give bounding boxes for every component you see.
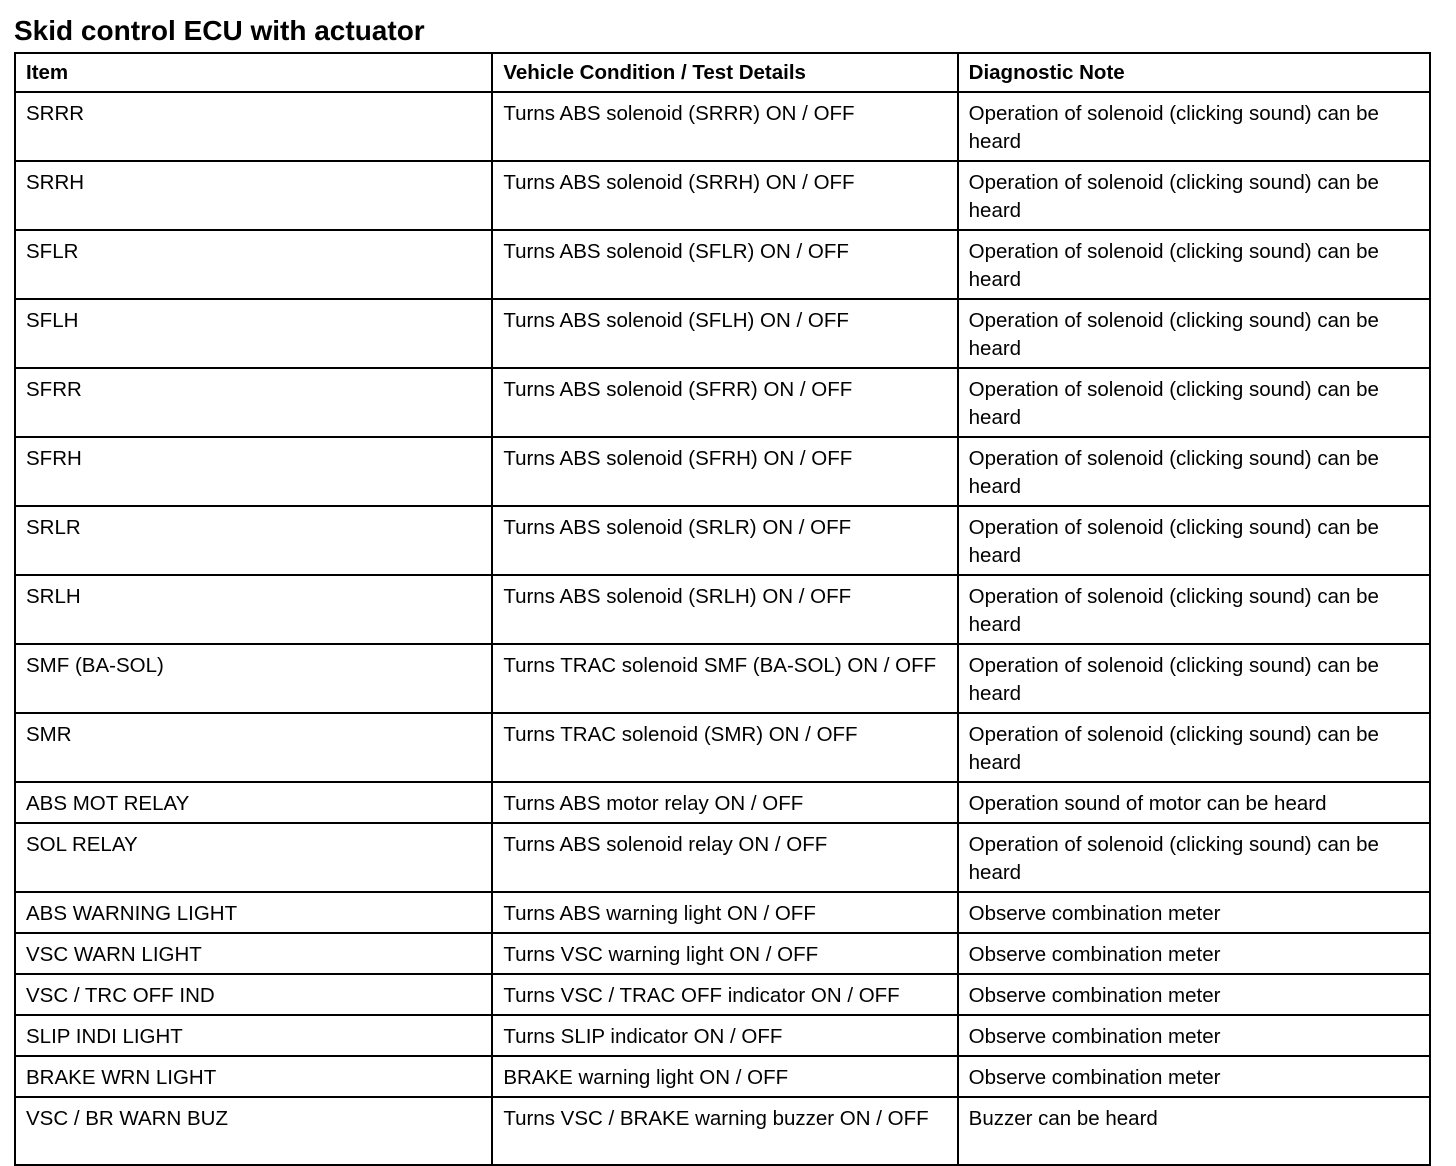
table-row: [15, 892, 1430, 933]
table-row: [15, 368, 1430, 437]
table-row: [15, 575, 1430, 644]
table-row: [15, 644, 1430, 713]
header-item: Item: [15, 53, 492, 92]
diagnostic-note-cell: Observe combination meter: [958, 1056, 1430, 1097]
diagnostic-note-cell: Operation of solenoid (clicking sound) can be heard: [958, 644, 1430, 713]
diagnostic-note-cell: Observe combination meter: [958, 892, 1430, 933]
header-diagnostic-note: Diagnostic Note: [958, 53, 1430, 92]
item-cell: SFLH: [15, 299, 492, 368]
diagnostic-note-cell: Operation of solenoid (clicking sound) can be heard: [958, 437, 1430, 506]
item-cell: SMF (BA-SOL): [15, 644, 492, 713]
item-cell: ABS MOT RELAY: [15, 782, 492, 823]
item-cell: SRLH: [15, 575, 492, 644]
header-vehicle-condition: Vehicle Condition / Test Details: [492, 53, 957, 92]
table-row: [15, 933, 1430, 974]
vehicle-condition-cell: Turns ABS solenoid (SFRH) ON / OFF: [492, 437, 957, 506]
table-row: [15, 437, 1430, 506]
vehicle-condition-cell: Turns ABS solenoid (SRRR) ON / OFF: [492, 92, 957, 161]
diagnostic-note-cell: Operation of solenoid (clicking sound) can be heard: [958, 575, 1430, 644]
vehicle-condition-cell: Turns ABS motor relay ON / OFF: [492, 782, 957, 823]
table-row: [15, 1056, 1430, 1097]
table-row: [15, 823, 1430, 892]
vehicle-condition-cell: Turns TRAC solenoid SMF (BA-SOL) ON / OFF: [492, 644, 957, 713]
item-cell: VSC WARN LIGHT: [15, 933, 492, 974]
table-row: [15, 506, 1430, 575]
vehicle-condition-cell: Turns ABS warning light ON / OFF: [492, 892, 957, 933]
vehicle-condition-cell: Turns TRAC solenoid (SMR) ON / OFF: [492, 713, 957, 782]
table-row: [15, 230, 1430, 299]
vehicle-condition-cell: Turns VSC warning light ON / OFF: [492, 933, 957, 974]
table-row: [15, 299, 1430, 368]
table-header-row: [15, 53, 1430, 92]
diagnostic-note-cell: Buzzer can be heard: [958, 1097, 1430, 1165]
item-cell: SFRH: [15, 437, 492, 506]
item-cell: ABS WARNING LIGHT: [15, 892, 492, 933]
table-row: [15, 1097, 1430, 1165]
table-row: [15, 974, 1430, 1015]
item-cell: SFLR: [15, 230, 492, 299]
vehicle-condition-cell: Turns VSC / BRAKE warning buzzer ON / OFF: [492, 1097, 957, 1165]
diagnostic-note-cell: Observe combination meter: [958, 933, 1430, 974]
table-row: [15, 161, 1430, 230]
table-row: [15, 1015, 1430, 1056]
vehicle-condition-cell: Turns ABS solenoid (SFLR) ON / OFF: [492, 230, 957, 299]
vehicle-condition-cell: Turns ABS solenoid relay ON / OFF: [492, 823, 957, 892]
vehicle-condition-cell: Turns ABS solenoid (SRRH) ON / OFF: [492, 161, 957, 230]
item-cell: SRLR: [15, 506, 492, 575]
diagnostic-note-cell: Operation of solenoid (clicking sound) can be heard: [958, 161, 1430, 230]
diagnostic-note-cell: Operation of solenoid (clicking sound) can be heard: [958, 506, 1430, 575]
vehicle-condition-cell: Turns ABS solenoid (SRLR) ON / OFF: [492, 506, 957, 575]
vehicle-condition-cell: Turns ABS solenoid (SFLH) ON / OFF: [492, 299, 957, 368]
vehicle-condition-cell: BRAKE warning light ON / OFF: [492, 1056, 957, 1097]
item-cell: SRRH: [15, 161, 492, 230]
diagnostic-note-cell: Operation of solenoid (clicking sound) can be heard: [958, 823, 1430, 892]
diagnostic-note-cell: Operation of solenoid (clicking sound) can be heard: [958, 230, 1430, 299]
item-cell: SRRR: [15, 92, 492, 161]
page-title: Skid control ECU with actuator: [14, 15, 425, 46]
item-cell: SFRR: [15, 368, 492, 437]
item-cell: SOL RELAY: [15, 823, 492, 892]
item-cell: VSC / TRC OFF IND: [15, 974, 492, 1015]
item-cell: BRAKE WRN LIGHT: [15, 1056, 492, 1097]
table-row: [15, 92, 1430, 161]
diagnostic-note-cell: Operation of solenoid (clicking sound) can be heard: [958, 368, 1430, 437]
item-cell: VSC / BR WARN BUZ: [15, 1097, 492, 1165]
vehicle-condition-cell: Turns ABS solenoid (SFRR) ON / OFF: [492, 368, 957, 437]
vehicle-condition-cell: Turns SLIP indicator ON / OFF: [492, 1015, 957, 1056]
diagnostic-note-cell: Operation of solenoid (clicking sound) can be heard: [958, 299, 1430, 368]
actuator-test-table: [14, 52, 1431, 1166]
vehicle-condition-cell: Turns ABS solenoid (SRLH) ON / OFF: [492, 575, 957, 644]
table-row: [15, 782, 1430, 823]
item-cell: SLIP INDI LIGHT: [15, 1015, 492, 1056]
diagnostic-note-cell: Operation of solenoid (clicking sound) can be heard: [958, 713, 1430, 782]
diagnostic-note-cell: Operation sound of motor can be heard: [958, 782, 1430, 823]
diagnostic-note-cell: Observe combination meter: [958, 974, 1430, 1015]
diagnostic-note-cell: Operation of solenoid (clicking sound) can be heard: [958, 92, 1430, 161]
item-cell: SMR: [15, 713, 492, 782]
vehicle-condition-cell: Turns VSC / TRAC OFF indicator ON / OFF: [492, 974, 957, 1015]
diagnostic-note-cell: Observe combination meter: [958, 1015, 1430, 1056]
table-row: [15, 713, 1430, 782]
